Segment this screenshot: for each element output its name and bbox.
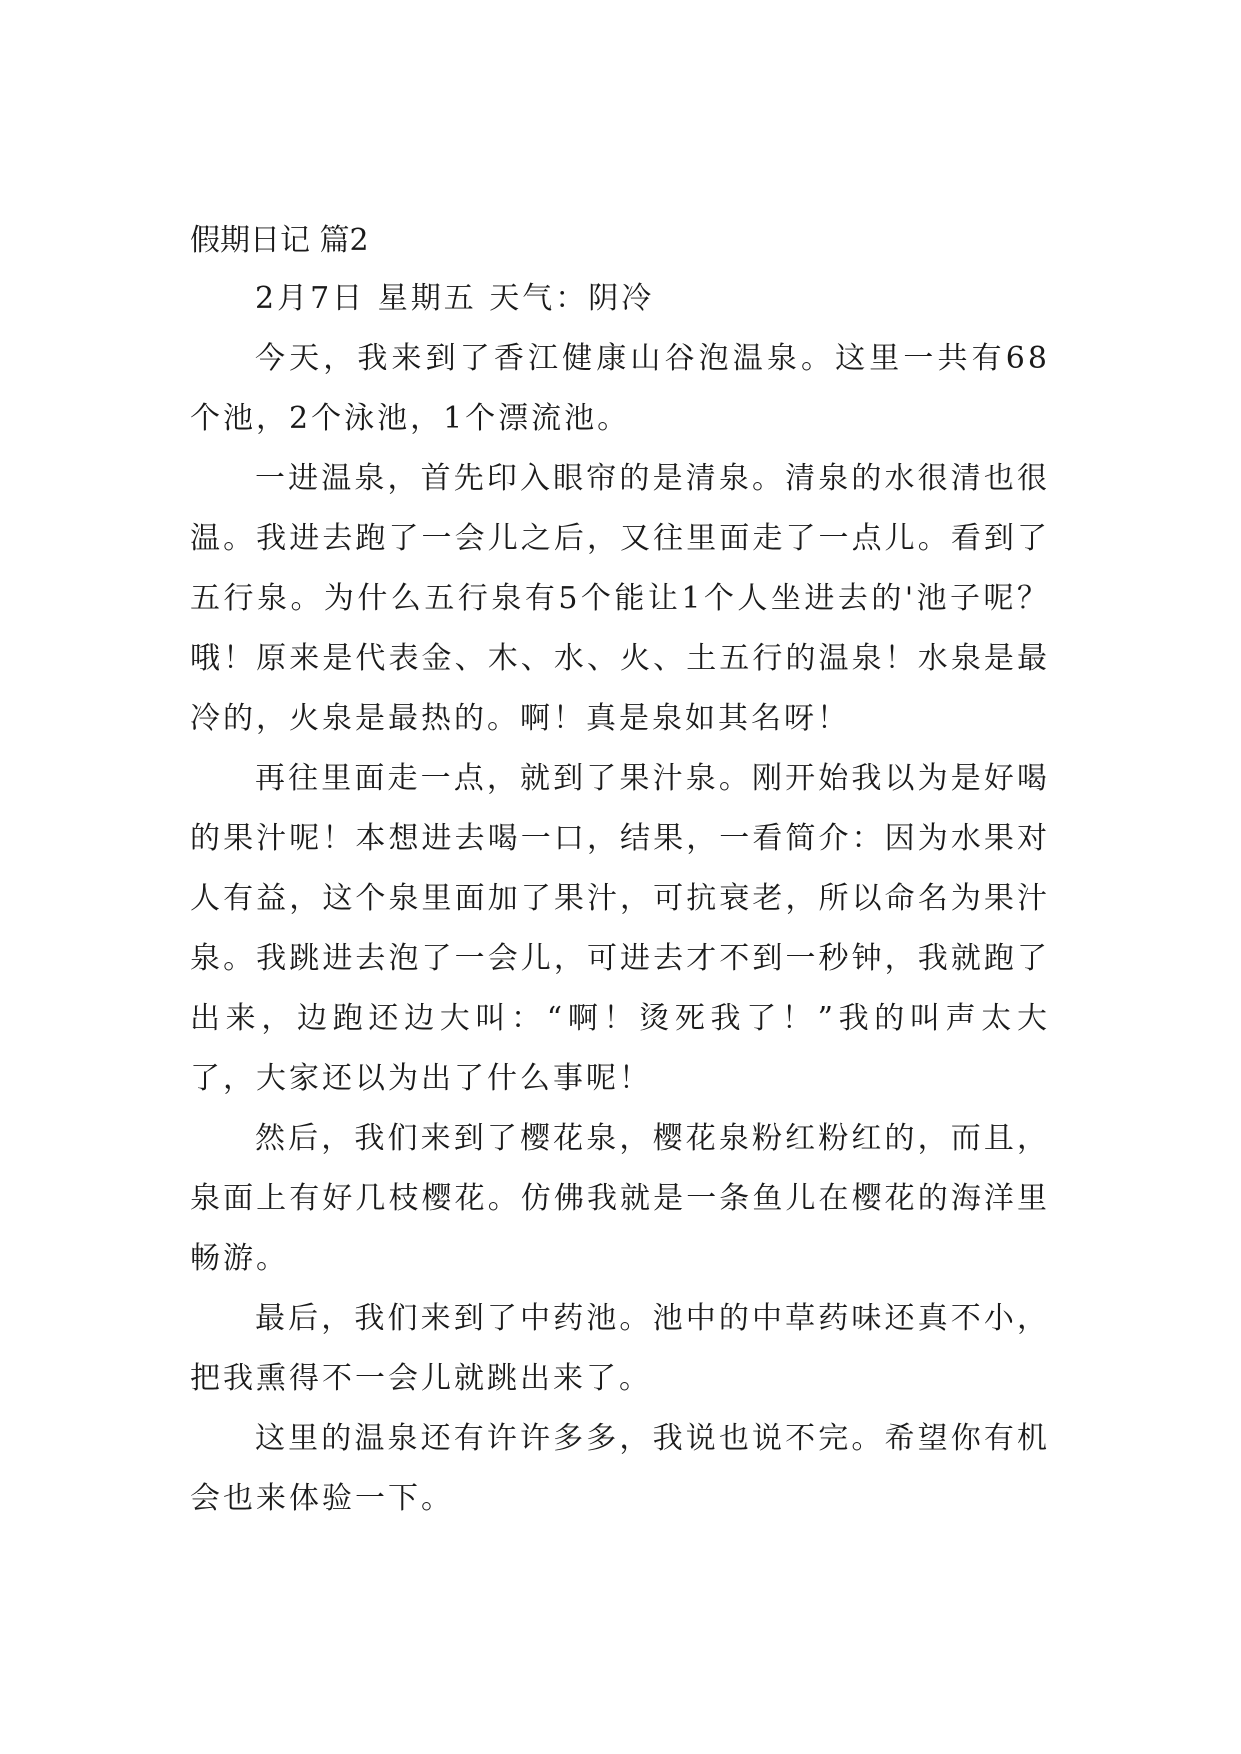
paragraph-five-elements: 一进温泉，首先印入眼帘的是清泉。清泉的水很清也很温。我进去跑了一会儿之后，又往里面走了一点儿。看到了五行泉。为什么五行泉有5个能让1个人坐进去的'池子呢？哦！原来是代表金、木、水、火、土五行的温泉！水泉是最冷的，火泉是最热的。啊！真是泉如其名呀！ (190, 461, 1050, 736)
document-title: 假期日记 篇2 (190, 223, 369, 258)
paragraph-intro: 今天，我来到了香江健康山谷泡温泉。这里一共有68个池，2个泳池，1个漂流池。 (190, 341, 1050, 436)
date-weather-line: 2月7日 星期五 天气：阴冷 (255, 281, 655, 316)
paragraph-juice-spring: 再往里面走一点，就到了果汁泉。刚开始我以为是好喝的果汁呢！本想进去喝一口，结果，一看简介：因为水果对人有益，这个泉里面加了果汁，可抗衰老，所以命名为果汁泉。我跳进去泡了一会儿，可进去才不到一秒钟，我就跑了出来，边跑还边大叫：“啊！烫死我了！”我的叫声太大了，大家还以为出了什么事呢！ (190, 761, 1050, 1096)
paragraph-sakura-spring: 然后，我们来到了樱花泉，樱花泉粉红粉红的，而且，泉面上有好几枝樱花。仿佛我就是一条鱼儿在樱花的海洋里畅游。 (190, 1121, 1050, 1276)
document-page (190, 213, 1050, 1529)
paragraph-closing: 这里的温泉还有许许多多，我说也说不完。希望你有机会也来体验一下。 (190, 1421, 1050, 1516)
paragraph-herbal-pool: 最后，我们来到了中药池。池中的中草药味还真不小，把我熏得不一会儿就跳出来了。 (190, 1301, 1050, 1396)
